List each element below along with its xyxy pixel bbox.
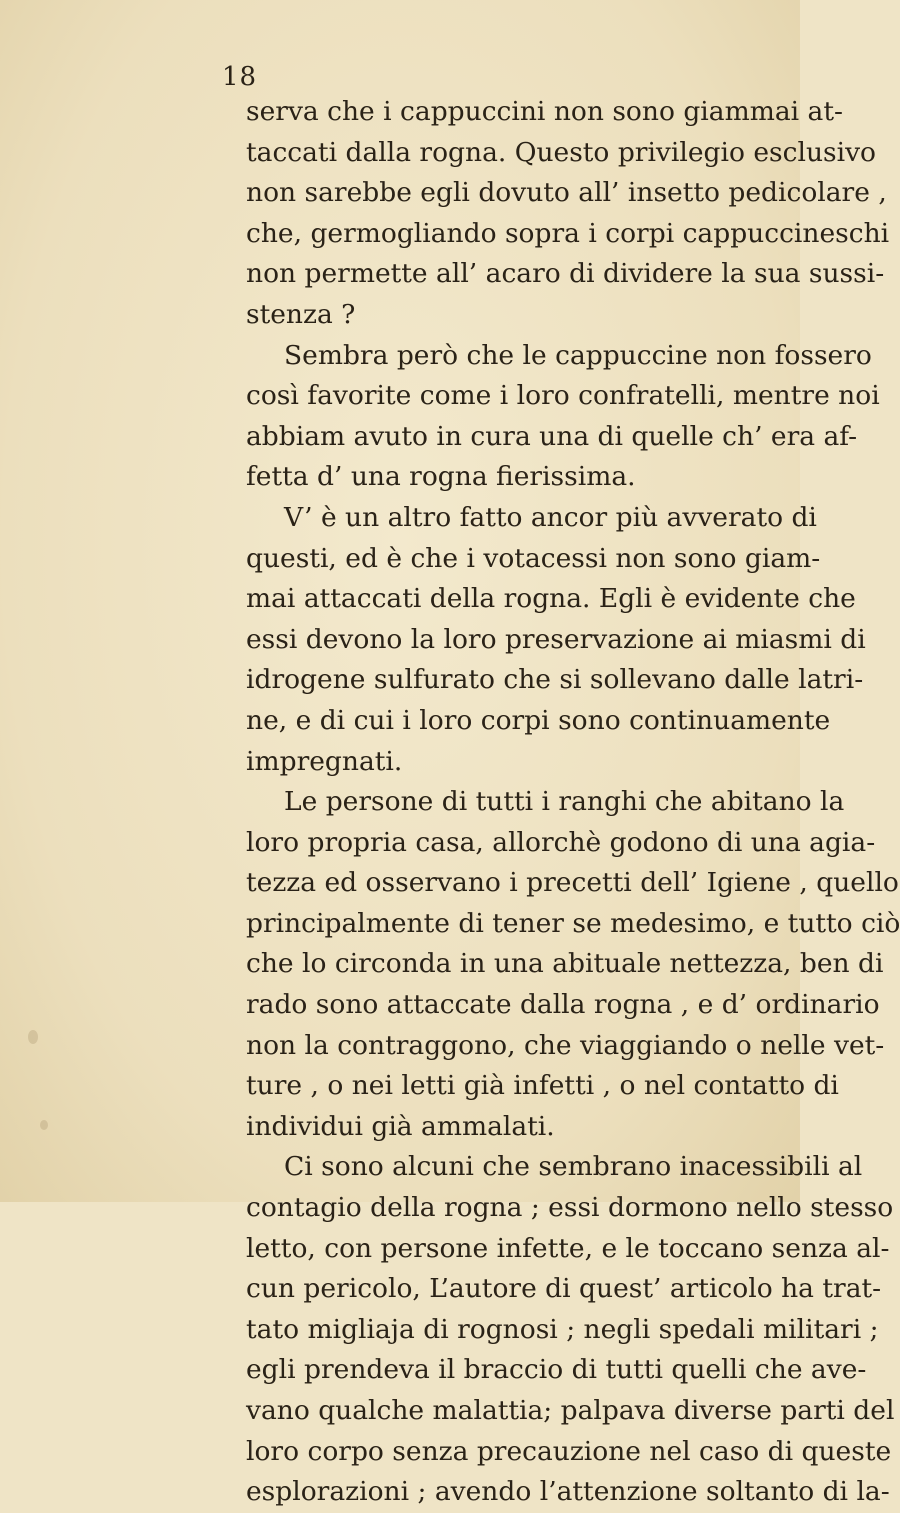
text-line: idrogene sulfurato che si sollevano dalle latri- (246, 664, 864, 696)
text-line: abbiam avuto in cura una di quelle ch’ era af- (246, 420, 858, 452)
text-line: stenza ? (246, 298, 356, 330)
text-line: tezza ed osservano i precetti dell’ Igiene , quello (246, 867, 899, 899)
text-line: non sarebbe egli dovuto all’ insetto pedicolare , (246, 177, 887, 209)
text-line: che lo circonda in una abituale nettezza, ben di (246, 948, 884, 980)
text-line: Sembra però che le cappuccine non fossero (284, 339, 872, 371)
text-line: impregnati. (246, 745, 403, 777)
body-text (246, 92, 900, 1513)
text-line: non permette all’ acaro di dividere la sua sussi- (246, 258, 885, 290)
text-line: rado sono attaccate dalla rogna , e d’ ordinario (246, 989, 880, 1021)
text-line: egli prendeva il braccio di tutti quelli che ave- (246, 1354, 867, 1386)
text-line: non la contraggono, che viaggiando o nelle vet- (246, 1029, 885, 1061)
text-line: mai attaccati della rogna. Egli è evidente che (246, 583, 856, 615)
text-line: fetta d’ una rogna fierissima. (246, 461, 636, 493)
text-line: loro propria casa, allorchè godono di una agia- (246, 826, 876, 858)
text-line: vano qualche malattia; palpava diverse parti del (246, 1395, 895, 1426)
text-line: essi devono la loro preservazione ai miasmi di (246, 623, 866, 655)
text-line: esplorazioni ; avendo l’attenzione soltanto di la- (246, 1476, 890, 1508)
text-line: tato migliaja di rognosi ; negli spedali militari ; (246, 1313, 879, 1345)
text-line: questi, ed è che i votacessi non sono giam- (246, 542, 821, 574)
text-line: taccati dalla rogna. Questo privilegio esclusivo (246, 136, 877, 168)
text-line: Ci sono alcuni che sembrano inacessibili al (284, 1151, 863, 1183)
text-line: ture , o nei letti già infetti , o nel contatto di (246, 1070, 839, 1102)
text-line: letto, con persone infette, e le toccano senza al- (246, 1232, 890, 1264)
text-line: serva che i cappuccini non sono giammai at- (246, 96, 843, 127)
text-line: ne, e di cui i loro corpi sono continuamente (246, 704, 831, 736)
page-number: 18 (222, 62, 258, 92)
text-line: Le persone di tutti i ranghi che abitano la (284, 786, 845, 818)
text-line: che, germogliando sopra i corpi cappuccineschi (246, 217, 890, 249)
text-line: contagio della rogna ; essi dormono nello stesso (246, 1192, 894, 1224)
text-line: V’ è un altro fatto ancor più avverato di (284, 501, 817, 533)
text-line: individui già ammalati. (246, 1110, 555, 1142)
text-line: così favorite come i loro confratelli, mentre noi (246, 380, 880, 412)
paper-stain (28, 1030, 38, 1044)
paper-stain (40, 1120, 48, 1130)
text-line: principalmente di tener se medesimo, e tutto ciò (246, 907, 900, 939)
text-line: cun pericolo, L’autore di quest’ articolo ha trat- (246, 1273, 882, 1305)
text-line: loro corpo senza precauzione nel caso di queste (246, 1435, 892, 1467)
